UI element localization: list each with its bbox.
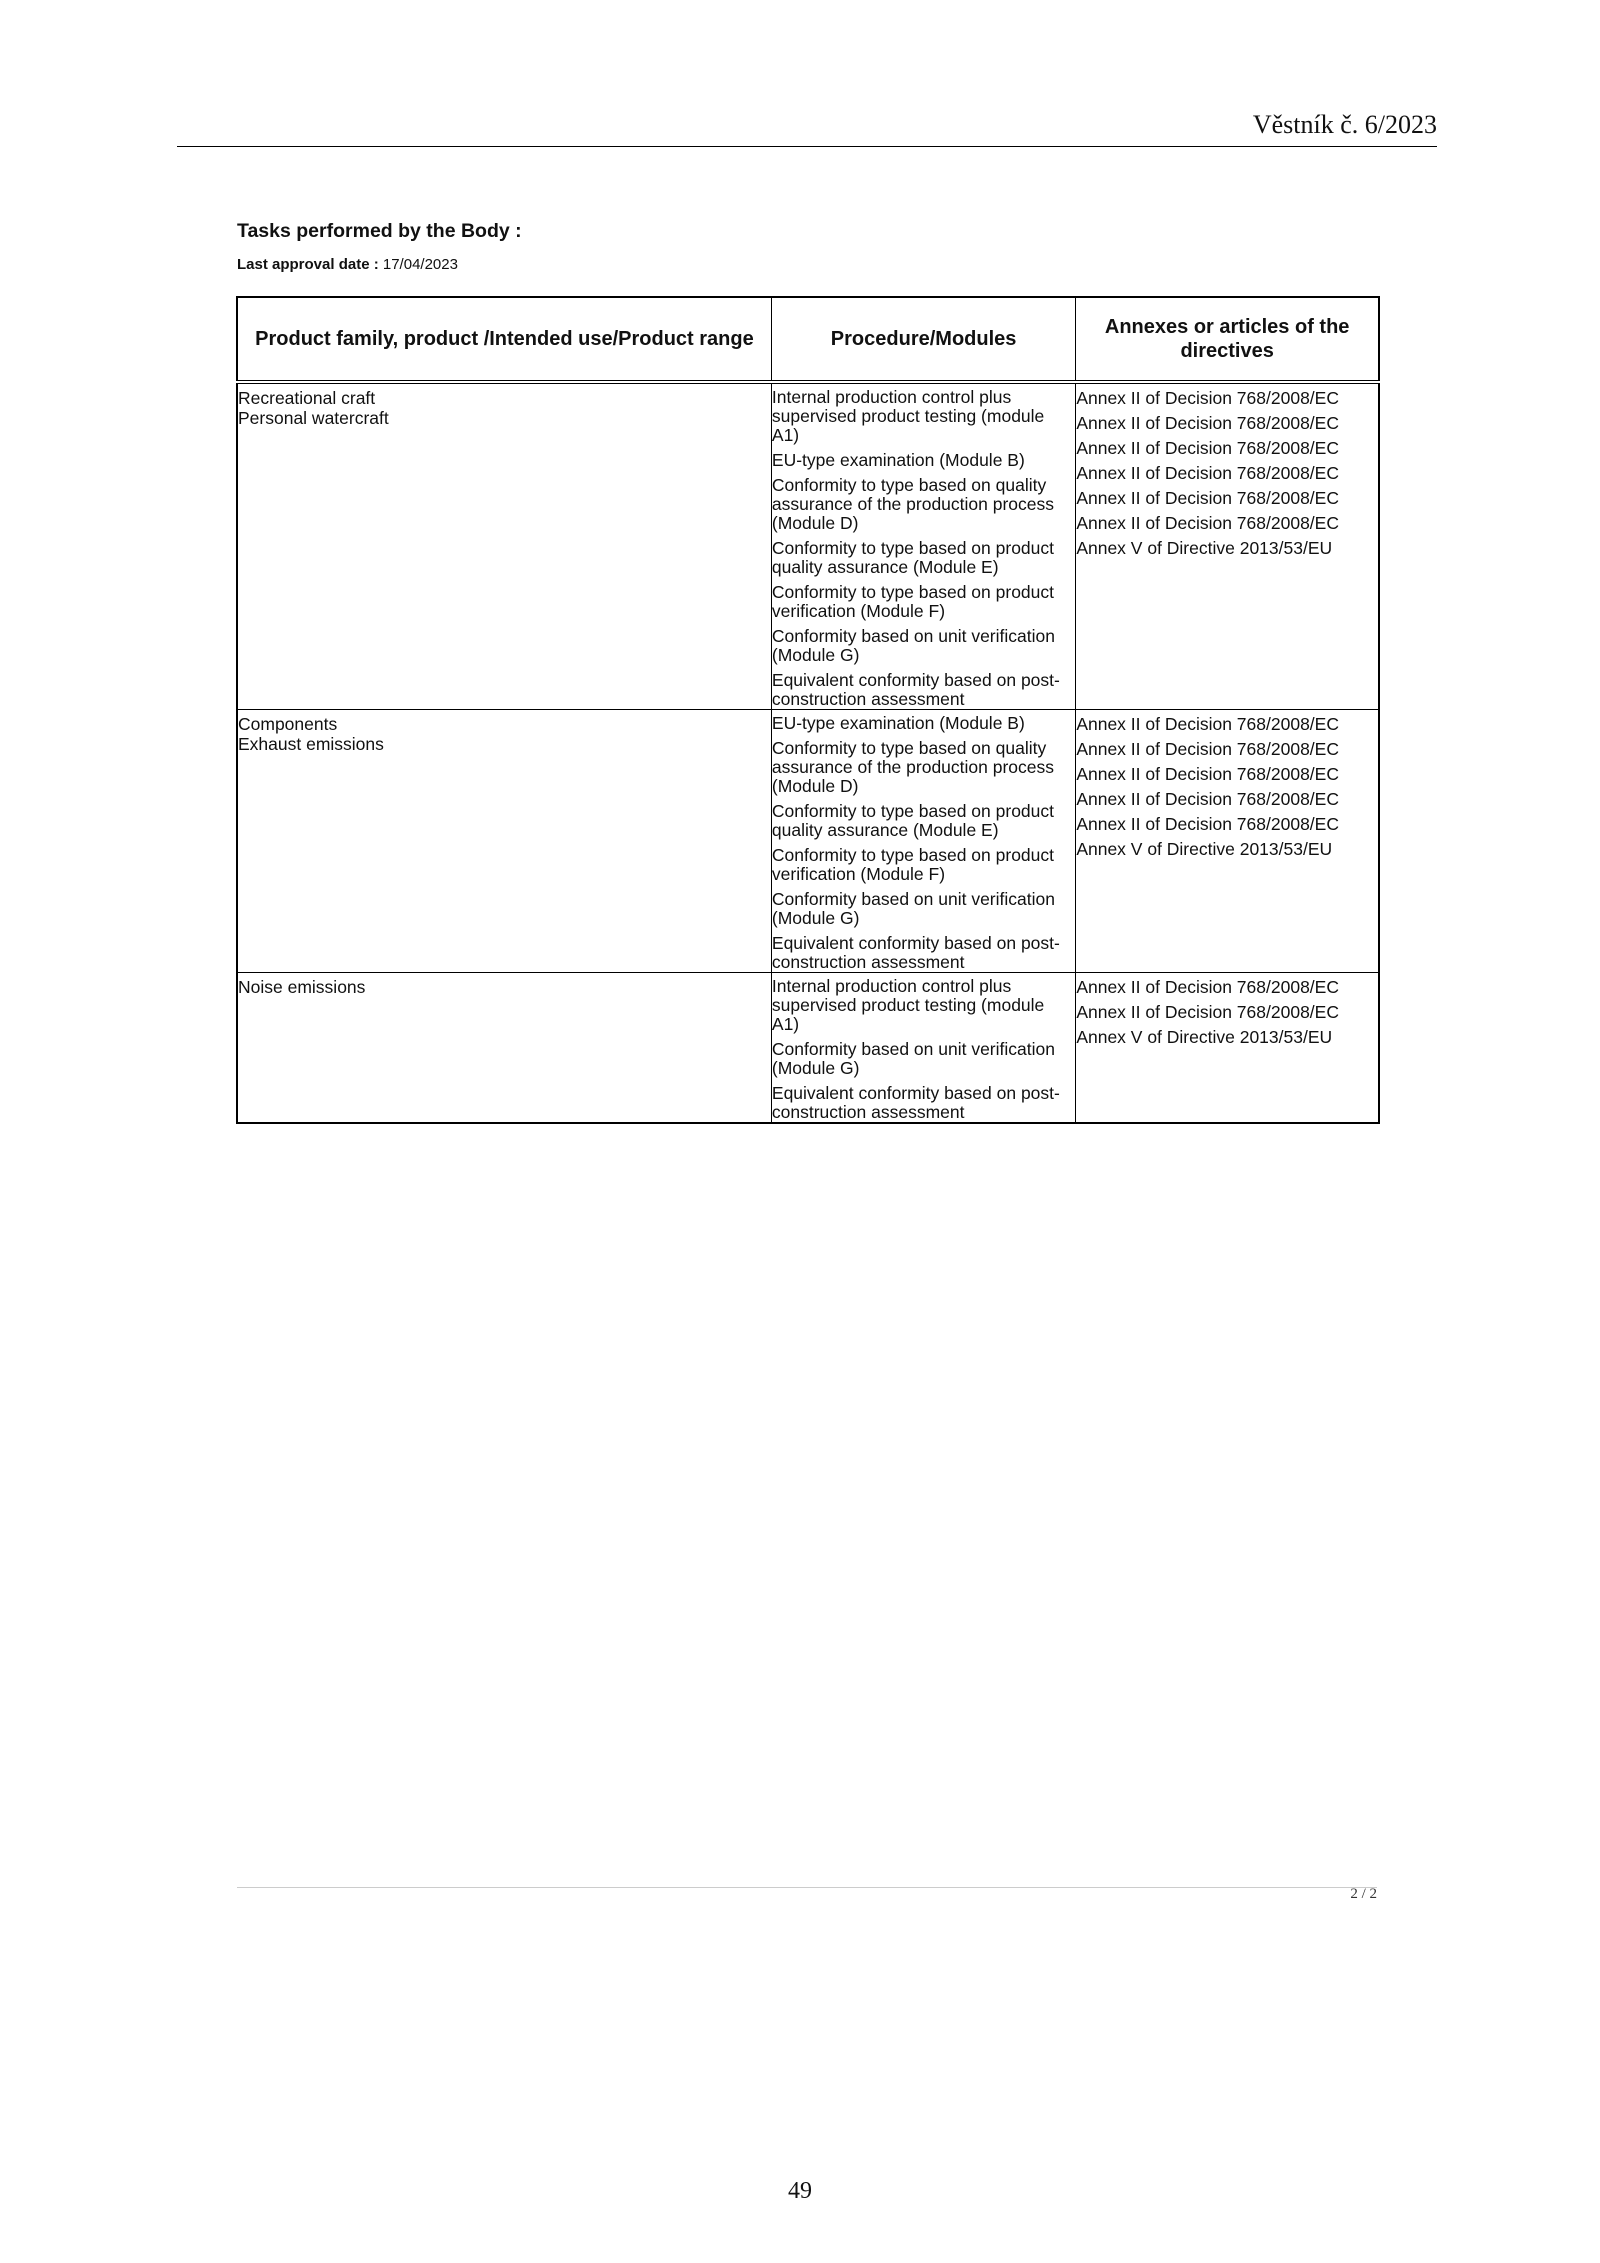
annex-item: Annex II of Decision 768/2008/EC: [1076, 513, 1339, 533]
annex-item: Annex II of Decision 768/2008/EC: [1076, 814, 1339, 834]
product-item: Exhaust emissions: [238, 734, 384, 754]
product-item: Personal watercraft: [238, 408, 389, 428]
table-row: [237, 710, 1379, 973]
table-header-row: [237, 297, 1379, 382]
annex-item: Annex II of Decision 768/2008/EC: [1076, 413, 1339, 433]
page-number: 49: [788, 2178, 812, 2204]
table-row: [237, 382, 1379, 710]
table-body: [237, 382, 1379, 1123]
procedure-item: EU-type examination (Module B): [771, 713, 1025, 733]
annex-item: Annex II of Decision 768/2008/EC: [1076, 1002, 1339, 1022]
procedure-item: Equivalent conformity based on post-construction assessment: [771, 670, 1060, 709]
procedure-item: Conformity to type based on product verification (Module F): [771, 582, 1055, 621]
annex-item: Annex II of Decision 768/2008/EC: [1076, 739, 1339, 759]
procedure-item: Conformity to type based on product quality assurance (Module E): [771, 538, 1055, 577]
annexes-cell: [1076, 710, 1379, 973]
table-row: [237, 973, 1379, 1124]
products-cell: [237, 382, 771, 710]
procedure-item: EU-type examination (Module B): [771, 450, 1025, 470]
approval-date: 17/04/2023: [382, 256, 458, 273]
annex-item: Annex II of Decision 768/2008/EC: [1076, 714, 1339, 734]
tasks-title: Tasks performed by the Body :: [237, 220, 522, 242]
procedure-item: Equivalent conformity based on post-construction assessment: [771, 1083, 1060, 1122]
annex-item: Annex II of Decision 768/2008/EC: [1076, 438, 1339, 458]
procedure-item: Equivalent conformity based on post-construction assessment: [771, 933, 1060, 972]
procedures-cell: [771, 710, 1075, 973]
procedure-item: Conformity to type based on quality assurance of the production process (Module D): [771, 738, 1055, 796]
header-annexes: Annexes or articles of the directives: [1076, 297, 1379, 382]
product-item: Noise emissions: [238, 977, 366, 997]
annex-item: Annex II of Decision 768/2008/EC: [1076, 764, 1339, 784]
tasks-table: [236, 296, 1380, 1124]
procedure-item: Internal production control plus supervised product testing (module A1): [771, 976, 1045, 1034]
annex-item: Annex II of Decision 768/2008/EC: [1076, 388, 1339, 408]
procedure-item: Conformity based on unit verification (Module G): [771, 889, 1055, 928]
footer-page-of: 2 / 2: [1350, 1886, 1377, 1902]
product-item: Components: [238, 714, 338, 734]
products-cell: [237, 973, 771, 1124]
annex-item: Annex II of Decision 768/2008/EC: [1076, 977, 1339, 997]
procedure-item: Internal production control plus supervised product testing (module A1): [771, 387, 1045, 445]
products-cell: [237, 710, 771, 973]
approval-label: Last approval date :: [237, 256, 379, 273]
annex-item: Annex V of Directive 2013/53/EU: [1076, 538, 1333, 558]
approval-line: [237, 256, 458, 273]
header-procedure: Procedure/Modules: [771, 297, 1075, 382]
header-product: Product family, product /Intended use/Product range: [237, 297, 771, 382]
procedure-item: Conformity to type based on quality assurance of the production process (Module D): [771, 475, 1055, 533]
procedure-item: Conformity based on unit verification (Module G): [771, 626, 1055, 665]
annex-item: Annex V of Directive 2013/53/EU: [1076, 1027, 1333, 1047]
annex-item: Annex II of Decision 768/2008/EC: [1076, 488, 1339, 508]
annex-item: Annex II of Decision 768/2008/EC: [1076, 463, 1339, 483]
procedures-cell: [771, 382, 1075, 710]
journal-header: Věstník č. 6/2023: [177, 110, 1437, 147]
annexes-cell: [1076, 973, 1379, 1124]
procedure-item: Conformity based on unit verification (Module G): [771, 1039, 1055, 1078]
procedure-item: Conformity to type based on product verification (Module F): [771, 845, 1055, 884]
product-item: Recreational craft: [238, 388, 376, 408]
annex-item: Annex V of Directive 2013/53/EU: [1076, 839, 1333, 859]
procedures-cell: [771, 973, 1075, 1124]
procedure-item: Conformity to type based on product quality assurance (Module E): [771, 801, 1055, 840]
annexes-cell: [1076, 382, 1379, 710]
annex-item: Annex II of Decision 768/2008/EC: [1076, 789, 1339, 809]
footer-rule: [237, 1887, 1377, 1888]
